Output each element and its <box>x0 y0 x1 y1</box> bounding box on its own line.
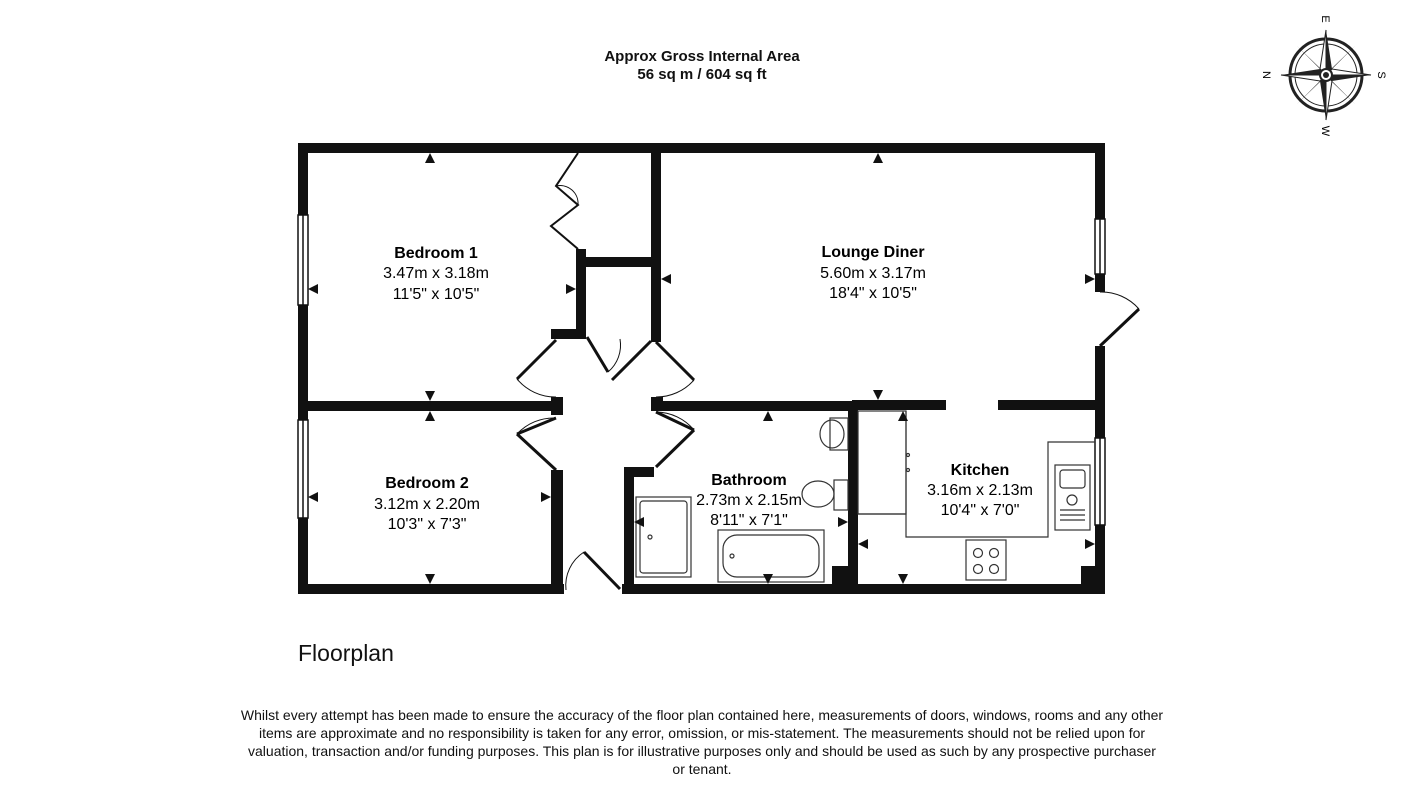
doors <box>517 153 1139 590</box>
room-name: Kitchen <box>950 462 1010 479</box>
room-imperial: 10'4" x 7'0" <box>940 502 1020 519</box>
room-imperial: 18'4" x 10'5" <box>829 285 917 302</box>
room-imperial: 11'5" x 10'5" <box>392 286 480 303</box>
room-metric: 3.12m x 2.20m <box>374 496 480 513</box>
room-kitchen <box>927 462 1033 519</box>
disclaimer-text: Whilst every attempt has been made to ensure the accuracy of the floor plan contained here, measurements of doors, windows, rooms and any other items are approximate and no responsibility is taken for any error, omission, or mis-statement. The measurements should not be relied upon for valuation, transaction and/or funding purposes. This plan is for illustrative purposes only and should be used as such by any prospective purchaser or tenant. <box>240 707 1164 777</box>
hob <box>966 540 1006 580</box>
compass-south: S <box>1375 71 1387 79</box>
compass-north: N <box>1260 71 1272 79</box>
toilet <box>834 480 848 510</box>
room-imperial: 10'3" x 7'3" <box>387 516 467 533</box>
room-name: Bathroom <box>711 472 787 489</box>
room-bedroom-1 <box>383 245 489 303</box>
room-metric: 3.16m x 2.13m <box>927 482 1033 499</box>
room-name: Lounge Diner <box>821 244 925 261</box>
room-metric: 3.47m x 3.18m <box>383 265 489 282</box>
room-metric: 2.73m x 2.15m <box>696 492 802 509</box>
room-name: Bedroom 2 <box>385 475 469 492</box>
compass-west: W <box>1319 125 1331 137</box>
compass-icon <box>1281 30 1371 120</box>
shower-tray <box>636 497 691 577</box>
room-name: Bedroom 1 <box>394 245 478 262</box>
room-bedroom-2 <box>374 475 480 533</box>
floorplan-label: Floorplan <box>298 640 394 666</box>
room-bathroom <box>696 472 802 529</box>
room-imperial: 8'11" x 7'1" <box>710 512 788 529</box>
compass-east: E <box>1319 15 1331 23</box>
kitchen-worktop <box>858 411 906 514</box>
room-metric: 5.60m x 3.17m <box>820 265 926 282</box>
area-title: Approx Gross Internal Area <box>604 48 800 65</box>
room-lounge-diner <box>820 244 926 302</box>
area-value: 56 sq m / 604 sq ft <box>637 66 767 83</box>
